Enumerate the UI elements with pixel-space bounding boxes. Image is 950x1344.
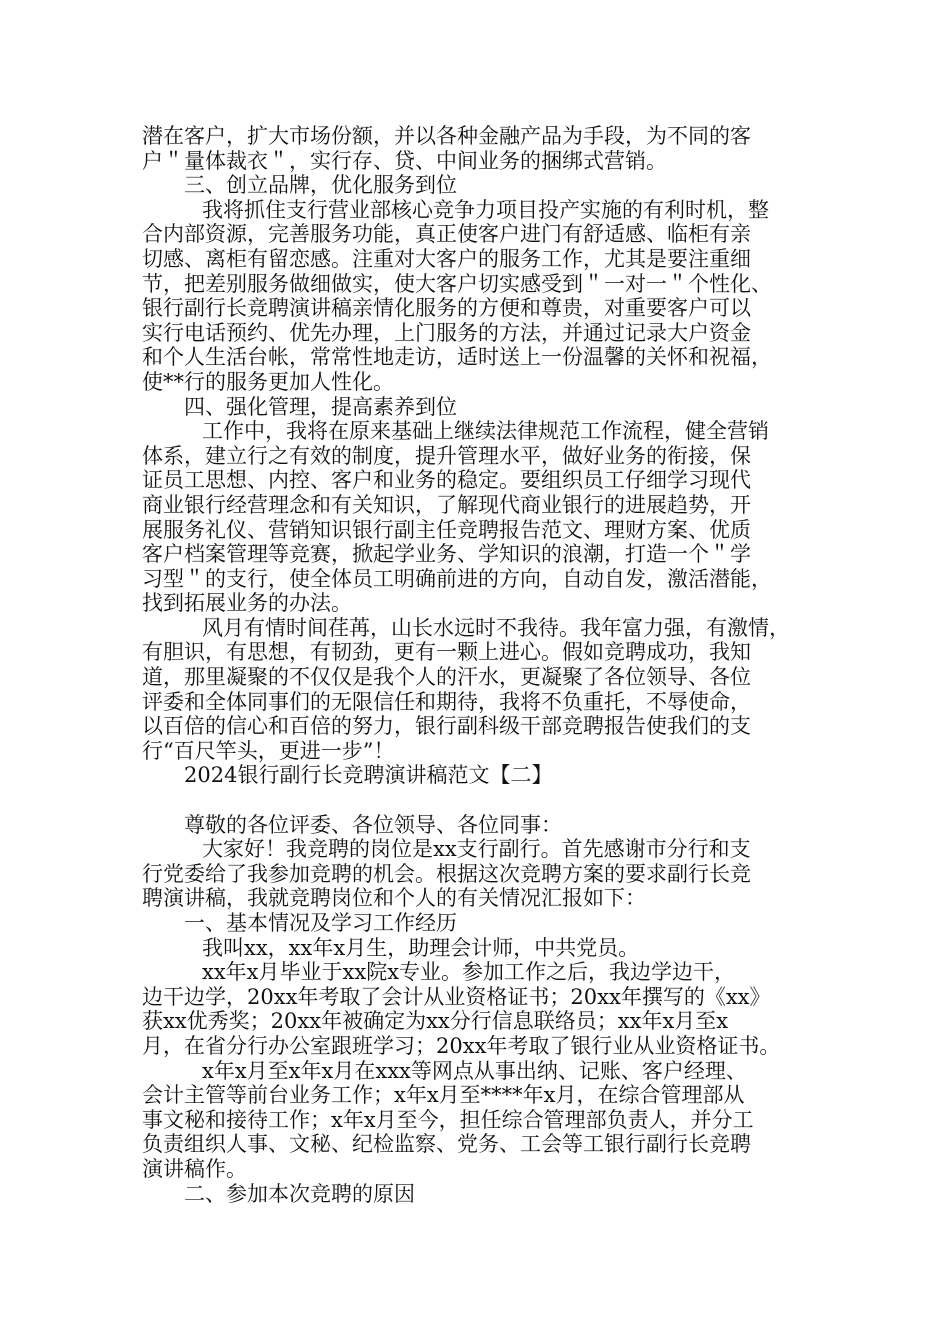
text-line: 银行副行长竞聘演讲稿亲情化服务的方便和尊贵，对重要客户可以	[142, 296, 751, 321]
text-line: 行党委给了我参加竞聘的机会。根据这次竞聘方案的要求副行长竞	[142, 861, 751, 886]
text-line: 我叫xx，xx年x月生，助理会计师，中共党员。	[202, 935, 640, 960]
text-line: 切感、离柜有留恋感。注重对大客户的服务工作，尤其是要注重细	[142, 246, 751, 271]
text-line: x年x月至x年x月在xxx等网点从事出纳、记账、客户经理、	[202, 1058, 747, 1083]
text-line: 节，把差别服务做细做实，使大客户切实感受到＂一对一＂个性化、	[142, 271, 772, 296]
document-page	[142, 124, 822, 1206]
text-line: 尊敬的各位评委、各位领导、各位同事：	[184, 812, 562, 837]
text-line: 获xx优秀奖；20xx年被确定为xx分行信息联络员；xx年x月至x	[142, 1009, 729, 1034]
text-line: 一、基本情况及学习工作经历	[184, 911, 457, 935]
text-line: 月，在省分行办公室跟班学习；20xx年考取了银行业从业资格证书。	[142, 1033, 781, 1058]
text-line: 评委和全体同事们的无限信任和期待，我将不负重托，不辱使命，	[142, 689, 751, 714]
text-line: xx年x月毕业于xx院x专业。参加工作之后，我边学边干，	[202, 960, 736, 985]
text-line: 实行电话预约、优先办理，上门服务的方法，并通过记录大户资金	[142, 320, 751, 345]
text-line: 工作中，我将在原来基础上继续法律规范工作流程，健全营销	[202, 419, 769, 444]
text-line: 二、参加本次竞聘的原因	[184, 1181, 415, 1206]
text-line: 习型＂的支行，使全体员工明确前进的方向，自动自发，激活潜能，	[142, 566, 772, 591]
text-line: 风月有情时间荏苒，山长水远时不我待。我年富力强，有激情，	[202, 615, 790, 640]
text-line: 证员工思想、内控、客户和业务的稳定。要组织员工仔细学习现代	[142, 468, 751, 493]
text-line: 四、强化管理，提高素养到位	[184, 394, 457, 419]
text-line: 道，那里凝聚的不仅仅是我个人的汗水，更凝聚了各位领导、各位	[142, 665, 751, 690]
text-line: 我将抓住支行营业部核心竞争力项目投产实施的有利时机，整	[202, 197, 769, 222]
text-line: 2024银行副行长竞聘演讲稿范文【二】	[184, 763, 553, 788]
text-line: 行“百尺竿头，更进一步”！	[142, 738, 395, 763]
text-line: 找到拓展业务的办法。	[142, 591, 352, 616]
text-line: 和个人生活台帐，常常性地走访，适时送上一份温馨的关怀和祝福，	[142, 345, 772, 370]
text-line	[142, 788, 822, 813]
text-line: 商业银行经营理念和有关知识，了解现代商业银行的进展趋势，开	[142, 492, 751, 517]
text-line: 潜在客户，扩大市场份额，并以各种金融产品为手段，为不同的客	[142, 124, 751, 148]
text-line: 客户档案管理等竞赛，掀起学业务、学知识的浪潮，打造一个＂学	[142, 542, 751, 567]
text-line: 聘演讲稿，我就竞聘岗位和个人的有关情况汇报如下：	[142, 886, 646, 911]
text-line: 负责组织人事、文秘、纪检监察、党务、工会等工银行副行长竞聘	[142, 1132, 751, 1157]
text-line: 户＂量体裁衣＂，实行存、贷、中间业务的捆绑式营销。	[142, 148, 667, 173]
text-line: 会计主管等前台业务工作；x年x月至****年x月，在综合管理部从	[142, 1083, 745, 1108]
text-line: 以百倍的信心和百倍的努力，银行副科级干部竞聘报告使我们的支	[142, 714, 751, 739]
text-line: 事文秘和接待工作；x年x月至今，担任综合管理部负责人，并分工	[142, 1107, 754, 1132]
text-line: 展服务礼仪、营销知识银行副主任竞聘报告范文、理财方案、优质	[142, 517, 751, 542]
text-line: 体系，建立行之有效的制度，提升管理水平，做好业务的衔接，保	[142, 443, 751, 468]
text-line: 边干边学，20xx年考取了会计从业资格证书；20xx年撰写的《xx》	[142, 984, 771, 1009]
text-line: 有胆识，有思想，有韧劲，更有一颗上进心。假如竞聘成功，我知	[142, 640, 751, 665]
text-line: 演讲稿作。	[142, 1156, 247, 1181]
text-line: 三、创立品牌，优化服务到位	[184, 173, 457, 198]
text-line: 大家好！我竞聘的岗位是xx支行副行。首先感谢市分行和支	[202, 837, 751, 862]
text-line: 合内部资源，完善服务功能，真正使客户进门有舒适感、临柜有亲	[142, 222, 751, 247]
text-line: 使**行的服务更加人性化。	[142, 369, 394, 394]
